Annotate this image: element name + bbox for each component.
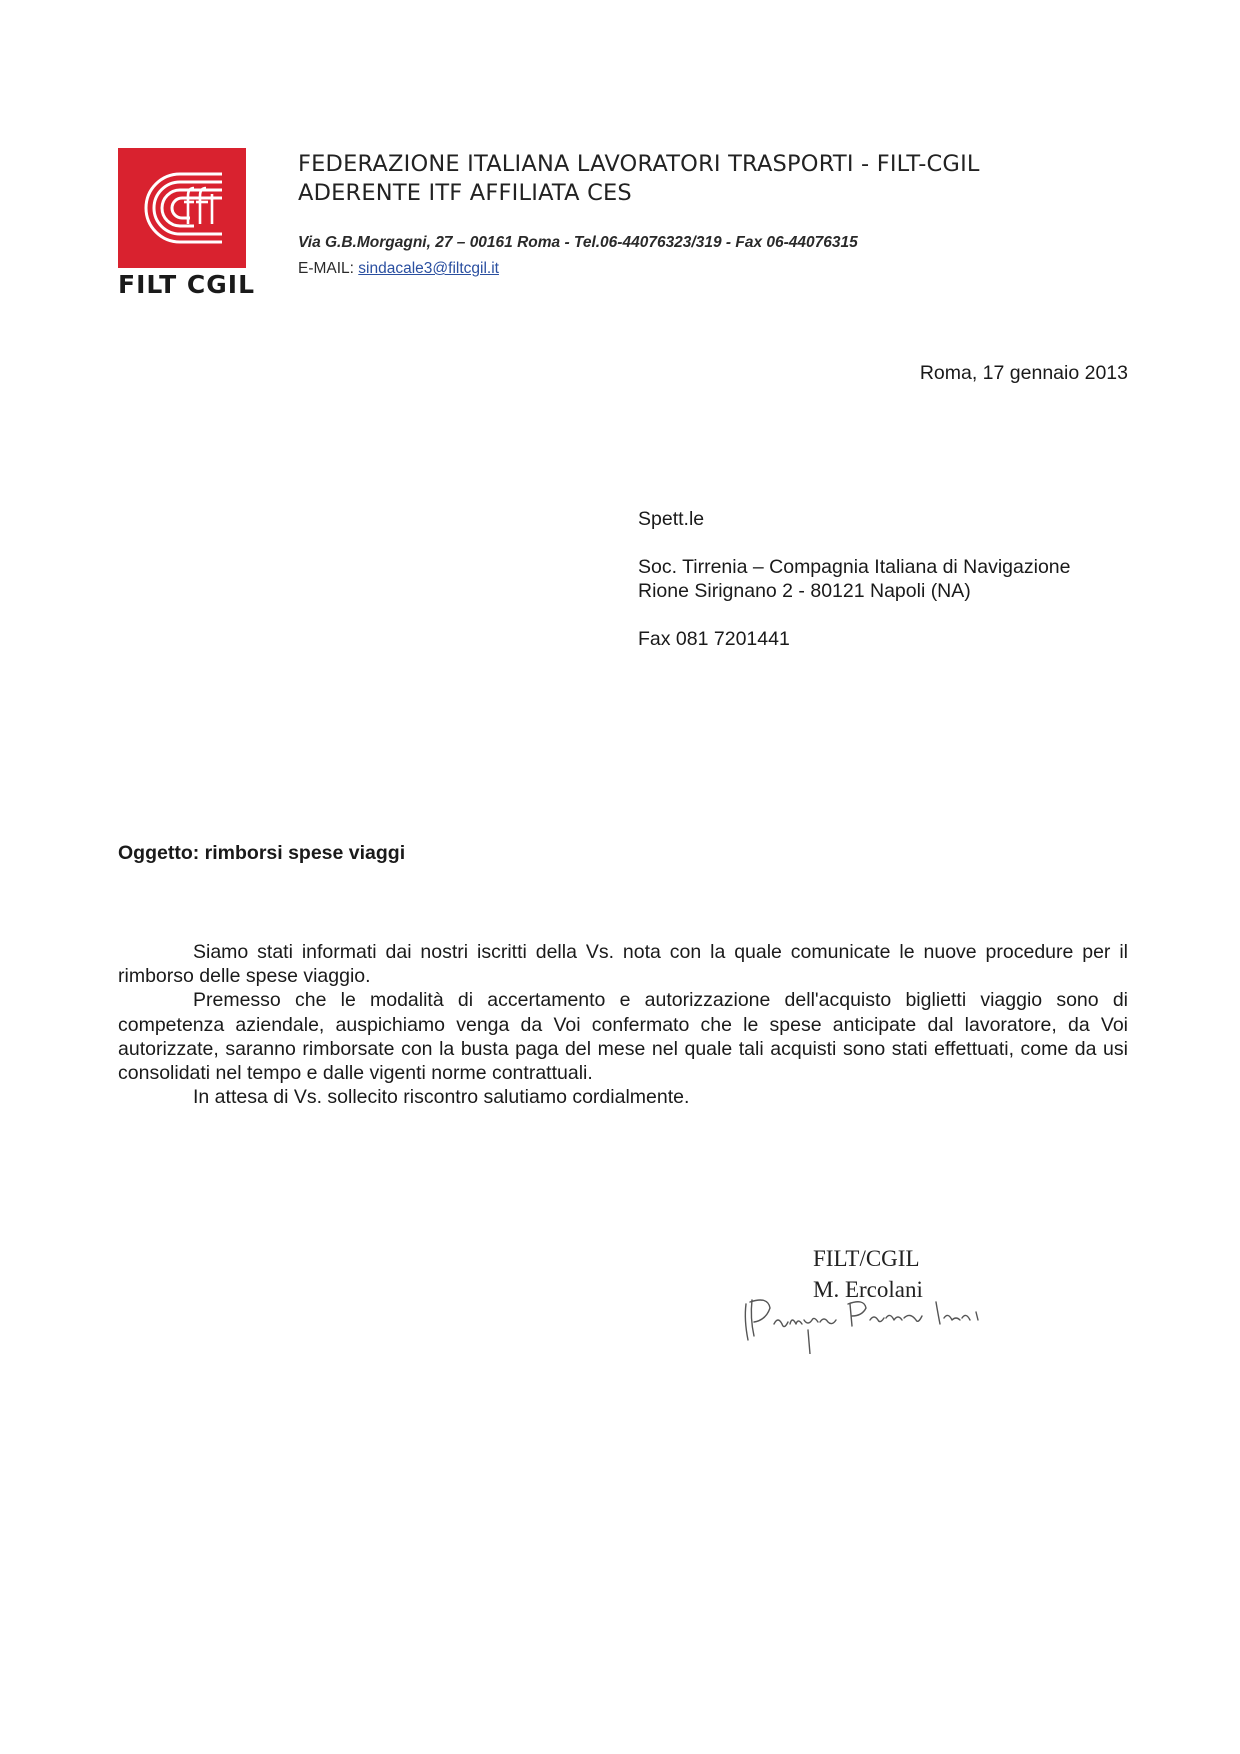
letter-date: Roma, 17 gennaio 2013	[919, 362, 1128, 384]
letter-subject: Oggetto: rimborsi spese viaggi	[118, 842, 406, 864]
email-link[interactable]: sindacale3@filtcgil.it	[358, 260, 499, 277]
body-paragraph: In attesa di Vs. sollecito riscontro salutiamo cordialmente.	[193, 1086, 690, 1109]
letter-body	[118, 940, 1128, 1109]
organization-affiliation: ADERENTE ITF AFFILIATA CES	[298, 180, 632, 206]
filt-cgil-logo-icon	[118, 148, 246, 268]
signature-name: M. Ercolani	[813, 1277, 923, 1302]
letterhead-address: Via G.B.Morgagni, 27 – 00161 Roma - Tel.06-44076323/319 - Fax 06-44076315	[298, 234, 858, 251]
handwritten-signature	[740, 1290, 1000, 1354]
signature-org: FILT/CGIL	[813, 1246, 920, 1271]
recipient-company: Soc. Tirrenia – Compagnia Italiana di Navigazione	[638, 556, 1071, 578]
recipient-address: Rione Sirignano 2 - 80121 Napoli (NA)	[638, 580, 971, 602]
body-paragraph: Siamo stati informati dai nostri iscritti della Vs. nota con la quale comunicate le nuove procedure per il rimborso delle spese viaggio.	[118, 941, 1128, 988]
body-paragraph: Premesso che le modalità di accertamento e autorizzazione dell'acquisto biglietti viaggio sono di competenza aziendale, auspichiamo venga da Voi confermato che le spese anticipate dal lavoratore, da Voi autorizzate, saranno rimborsate con la busta paga del mese nel quale tali acquisti sono stati effettuati, come da usi consolidati nel tempo e dalle vigenti norme contrattuali.	[118, 989, 1128, 1085]
recipient-block	[638, 507, 1071, 651]
recipient-fax: Fax 081 7201441	[638, 628, 790, 650]
recipient-salutation: Spett.le	[638, 508, 705, 530]
logo-caption: FILT CGIL	[118, 270, 256, 299]
letterhead-email-line	[298, 260, 499, 278]
organization-name: FEDERAZIONE ITALIANA LAVORATORI TRASPORTI - FILT-CGIL	[298, 151, 980, 177]
email-label: E-MAIL:	[298, 260, 359, 277]
organization-title	[298, 150, 980, 208]
